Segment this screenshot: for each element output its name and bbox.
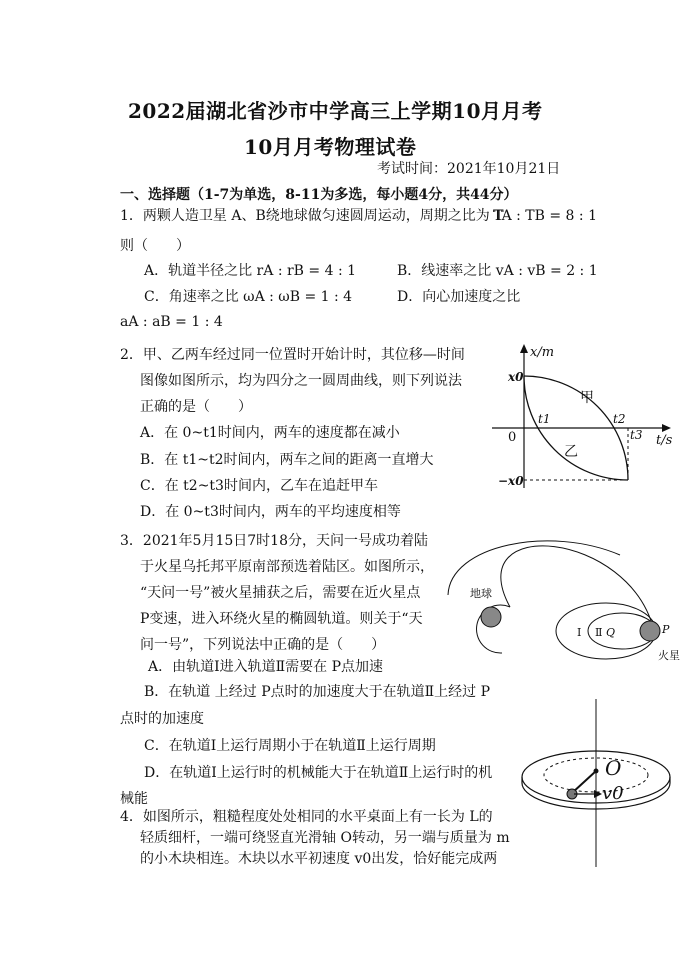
y-axis-arrow bbox=[520, 344, 528, 353]
q3-option-b-cont: 点时的加速度 bbox=[120, 711, 204, 727]
q3-orbit-diagram bbox=[440, 535, 680, 670]
title-line1: 2022届湖北省沙市中学高三上学期10月月考 bbox=[128, 99, 543, 123]
earth-label: 地球 bbox=[470, 587, 492, 600]
label-yi: 乙 bbox=[564, 444, 578, 460]
q1-period-ratio: TA : TB = 8 : 1 bbox=[493, 208, 597, 224]
q3-option-d: D．在轨道Ⅰ上运行时的机械能大于在轨道Ⅱ上运行时的机 bbox=[144, 765, 493, 781]
label-jia: 甲 bbox=[580, 390, 594, 406]
orbit-2-label: Ⅱ bbox=[595, 626, 603, 639]
q4-table-diagram bbox=[512, 695, 672, 875]
transfer-trajectory bbox=[501, 546, 654, 631]
point-q-label: Q bbox=[606, 626, 616, 639]
label-v0: v0 bbox=[602, 783, 624, 804]
point-p-label: P bbox=[662, 623, 670, 636]
q4-stem-2: 轻质细杆，一端可绕竖直光滑轴 O转动，另一端与质量为 m bbox=[140, 830, 510, 846]
q4-stem-1: 4．如图所示，粗糙程度处处相同的水平桌面上有一长为 L的 bbox=[120, 809, 493, 825]
orbit-1-label: Ⅰ bbox=[577, 626, 582, 639]
section-heading: 一、选择题（1-7为单选，8-11为多选，每小题4分，共44分） bbox=[120, 187, 518, 203]
q3-stem-1: 3．2021年5月15日7时18分，天问一号成功着陆 bbox=[120, 533, 428, 549]
label-t3: t3 bbox=[630, 428, 643, 442]
velocity-arrowhead bbox=[594, 790, 602, 798]
q3-option-d-cont: 械能 bbox=[120, 791, 148, 807]
label-t1: t1 bbox=[538, 412, 551, 426]
q1-option-d-cont: aA : aB = 1 : 4 bbox=[120, 314, 223, 330]
q3-option-c: C．在轨道Ⅰ上运行周期小于在轨道Ⅱ上运行周期 bbox=[144, 738, 436, 754]
earth-planet bbox=[481, 607, 501, 627]
q2-stem-2: 图像如图所示，均为四分之一圆周曲线，则下列说法 bbox=[140, 373, 462, 389]
q2-stem-1: 2．甲、乙两车经过同一位置时开始计时，其位移—时间 bbox=[120, 347, 465, 363]
q2-option-b: B．在 t1~t2时间内，两车之间的距离一直增大 bbox=[140, 452, 434, 468]
mars-label: 火星 bbox=[658, 649, 680, 662]
label-o: O bbox=[605, 756, 622, 780]
light-rod bbox=[572, 771, 596, 793]
exam-time: 考试时间：2021年10月21日 bbox=[377, 161, 561, 177]
q3-stem-3: “天问一号”被火星捕获之后，需要在近火星点 bbox=[140, 585, 421, 601]
q1-option-c: C．角速率之比 ωA : ωB = 1 : 4 bbox=[144, 289, 353, 305]
q1-option-a: A．轨道半径之比 rA : rB = 4 : 1 bbox=[144, 263, 357, 279]
q1-stem-cont: 则（ ） bbox=[120, 238, 190, 254]
pivot-o bbox=[594, 769, 599, 774]
q1-option-b: B．线速率之比 vA : vB = 2 : 1 bbox=[397, 263, 598, 279]
title-line2: 10月月考物理试卷 bbox=[244, 135, 417, 159]
label-neg-x0: −x0 bbox=[498, 474, 524, 488]
q1-stem: 1．两颗人造卫星 A、B绕地球做匀速圆周运动，周期之比为 T bbox=[120, 208, 504, 224]
q3-option-a: A．由轨道Ⅰ进入轨道Ⅱ需要在 P点加速 bbox=[148, 659, 384, 675]
q1-option-d: D．向心加速度之比 bbox=[397, 289, 521, 305]
q3-stem-2: 于火星乌托邦平原南部预选着陆区。如图所示， bbox=[140, 559, 434, 575]
y-axis-label: x/m bbox=[530, 345, 555, 360]
label-x0: x0 bbox=[508, 370, 524, 384]
label-t2: t2 bbox=[613, 412, 626, 426]
q2-stem-3: 正确的是（ ） bbox=[140, 399, 252, 415]
q3-stem-5: 问一号”，下列说法中正确的是（ ） bbox=[140, 637, 386, 653]
x-axis-label: t/s bbox=[656, 433, 673, 448]
q2-option-d: D．在 0~t3时间内，两车的平均速度相等 bbox=[140, 504, 401, 520]
q3-option-b: B．在轨道 上经过 P点时的加速度大于在轨道Ⅱ上经过 P bbox=[144, 684, 490, 700]
q3-stem-4: P变速，进入环绕火星的椭圆轨道。则关于“天 bbox=[140, 611, 423, 627]
x-axis-arrow bbox=[662, 424, 671, 432]
mars-planet bbox=[640, 621, 660, 641]
q2-option-a: A．在 0~t1时间内，两车的速度都在减小 bbox=[140, 425, 400, 441]
label-origin: 0 bbox=[508, 430, 517, 445]
q4-stem-3: 的小木块相连。木块以水平初速度 v0出发，恰好能完成两 bbox=[140, 851, 498, 867]
q2-option-c: C．在 t2~t3时间内，乙车在追赶甲车 bbox=[140, 478, 378, 494]
q2-xt-graph bbox=[488, 340, 678, 500]
